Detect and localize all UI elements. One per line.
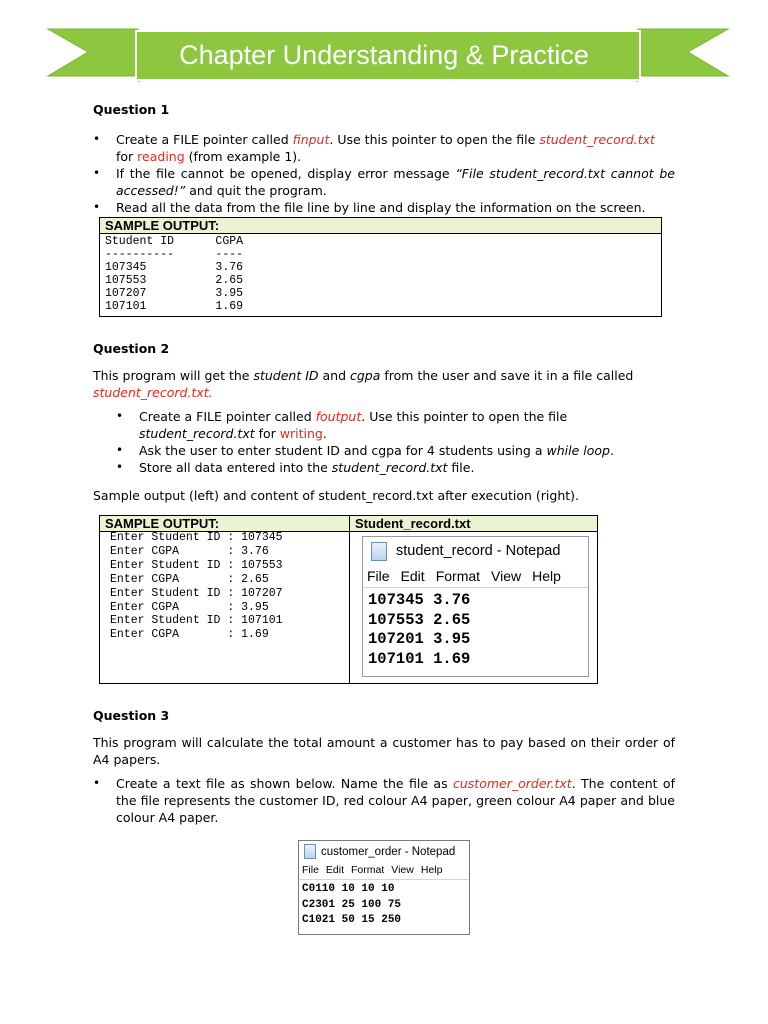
output-line: Student ID CGPA bbox=[105, 235, 244, 248]
question-3-heading: Question 3 bbox=[93, 708, 170, 723]
question-3-intro: This program will calculate the total amount a customer has to pay based on their order of A4 papers. bbox=[93, 735, 675, 767]
output-line: 107553 2.65 bbox=[105, 274, 244, 287]
list-item: • Read all the data from the file line by line and display the information on the screen. bbox=[116, 199, 675, 216]
list-item: • If the file cannot be opened, display error message “File student_record.txt cannot be accessed!” and quit the program. bbox=[116, 165, 675, 199]
output-line: Enter CGPA : 3.76 bbox=[110, 544, 269, 558]
question-2-bullets bbox=[139, 408, 675, 476]
menu-help[interactable]: Help bbox=[532, 568, 561, 584]
question-2-caption: Sample output (left) and content of student_record.txt after execution (right). bbox=[93, 488, 579, 503]
menu-edit[interactable]: Edit bbox=[400, 568, 425, 584]
notepad-content[interactable] bbox=[299, 880, 469, 929]
q1-sample-output-box bbox=[99, 217, 662, 317]
output-line: Enter CGPA : 1.69 bbox=[110, 628, 269, 642]
output-line: 107207 3.95 bbox=[105, 287, 244, 300]
question-3-bullets bbox=[116, 775, 675, 826]
question-1-heading: Question 1 bbox=[93, 102, 170, 117]
menu-file[interactable]: File bbox=[302, 864, 319, 876]
file-line: C1021 50 15 250 bbox=[302, 914, 402, 926]
list-item: • Create a FILE pointer called foutput. Use this pointer to open the file student_record.txt for writing. bbox=[139, 408, 675, 442]
file-line: 107553 2.65 bbox=[368, 610, 471, 629]
menu-file[interactable]: File bbox=[367, 568, 390, 584]
notepad-menubar bbox=[363, 565, 588, 588]
q2-sample-output-text bbox=[110, 531, 283, 642]
menu-format[interactable]: Format bbox=[435, 568, 481, 584]
notepad-icon bbox=[371, 542, 387, 561]
list-item: • Create a text file as shown below. Name the file as customer_order.txt. The content of the file represents the customer ID, red colour A4 paper, green colour A4 paper and blue colour A4 paper. bbox=[116, 775, 675, 826]
list-item: • Store all data entered into the student_record.txt file. bbox=[139, 459, 675, 476]
customer-order-notepad-window bbox=[298, 840, 470, 935]
file-line: 107201 3.95 bbox=[368, 630, 471, 648]
notepad-title: student_record - Notepad bbox=[396, 543, 561, 559]
output-line: 107345 3.76 bbox=[105, 261, 244, 274]
output-line: Enter CGPA : 2.65 bbox=[110, 572, 269, 586]
question-1-bullets bbox=[116, 131, 675, 216]
notepad-title: customer_order - Notepad bbox=[321, 845, 456, 858]
menu-edit[interactable]: Edit bbox=[325, 864, 345, 876]
notepad-content[interactable] bbox=[363, 588, 588, 669]
chapter-banner bbox=[0, 0, 768, 110]
file-line: 107345 3.76 bbox=[368, 591, 471, 609]
notepad-menubar bbox=[299, 862, 469, 880]
file-line: 107101 1.69 bbox=[368, 649, 471, 668]
output-line: Enter Student ID : 107345 bbox=[110, 531, 283, 544]
output-line: Enter Student ID : 107101 bbox=[110, 614, 283, 628]
q1-sample-output-text bbox=[100, 234, 661, 313]
menu-view[interactable]: View bbox=[391, 864, 414, 876]
menu-view[interactable]: View bbox=[491, 568, 522, 584]
notepad-icon bbox=[304, 844, 316, 859]
list-item: • Ask the user to enter student ID and cgpa for 4 students using a while loop. bbox=[139, 442, 675, 459]
file-line: C2301 25 100 75 bbox=[302, 898, 402, 911]
q2-sample-table bbox=[99, 515, 598, 684]
menu-help[interactable]: Help bbox=[420, 864, 443, 876]
output-line: Enter Student ID : 107553 bbox=[110, 558, 283, 572]
list-item: • Create a FILE pointer called finput. Use this pointer to open the file student_record.txt for reading (from example 1). bbox=[116, 131, 675, 165]
page-title: Chapter Understanding & Practice bbox=[179, 40, 589, 70]
file-line: C0110 10 10 10 bbox=[302, 883, 395, 895]
sample-output-label: SAMPLE OUTPUT: bbox=[100, 218, 661, 234]
menu-format[interactable]: Format bbox=[351, 864, 385, 876]
question-2-intro: This program will get the student ID and cgpa from the user and save it in a file called student_record.txt. bbox=[93, 368, 634, 400]
student-record-notepad-window bbox=[362, 536, 589, 677]
output-line: 107101 1.69 bbox=[105, 300, 244, 313]
question-2-heading: Question 2 bbox=[93, 341, 170, 356]
output-line: Enter Student ID : 107207 bbox=[110, 586, 283, 600]
output-line: Enter CGPA : 3.95 bbox=[110, 600, 269, 614]
student-record-label: Student_record.txt bbox=[355, 516, 471, 531]
output-line: ---------- ---- bbox=[105, 248, 244, 261]
sample-output-label: SAMPLE OUTPUT: bbox=[105, 516, 220, 531]
